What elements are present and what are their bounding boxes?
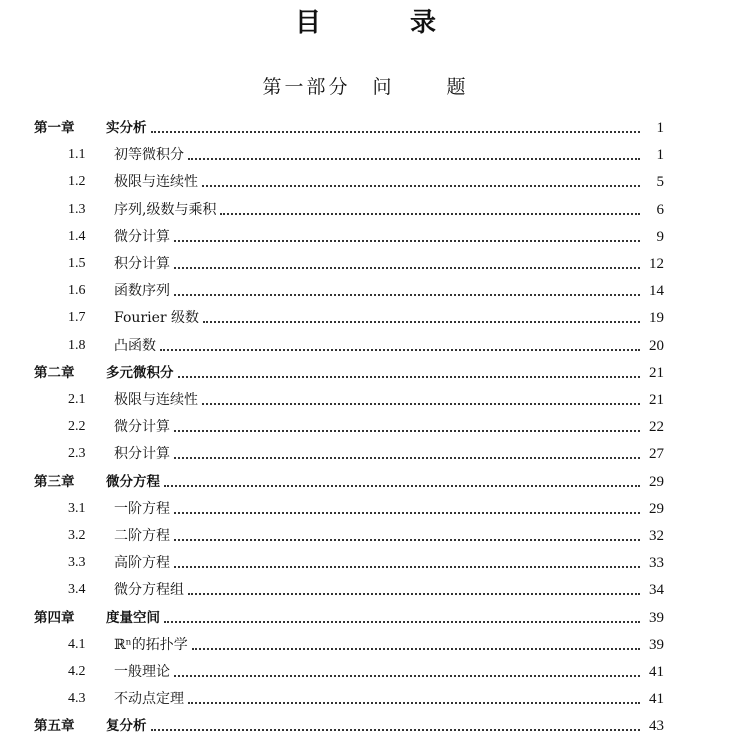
toc-page-number: 41 (649, 664, 664, 680)
toc-number: 4.2 (68, 664, 86, 679)
dot-leader (174, 565, 640, 568)
dot-leader (164, 620, 640, 623)
dot-leader (202, 402, 640, 405)
toc-number: 3.4 (68, 582, 86, 597)
dot-leader (164, 484, 640, 487)
dot-leader (151, 728, 641, 731)
toc-page-number: 39 (649, 637, 664, 653)
toc-page-number: 6 (656, 202, 664, 218)
toc-label: 微分方程 (106, 474, 160, 490)
toc-number: 第一章 (34, 120, 75, 136)
dot-leader (220, 212, 640, 215)
part-word-2: 题 (446, 76, 469, 98)
toc-label: 积分计算 (114, 256, 170, 272)
toc-page-number: 22 (649, 419, 664, 435)
toc-label: 微分方程组 (114, 582, 184, 598)
toc-page-number: 33 (649, 555, 664, 571)
dot-leader (160, 348, 640, 351)
toc-label: 凸函数 (114, 338, 156, 354)
toc-number: 1.5 (68, 256, 86, 271)
toc-section-row (68, 524, 664, 546)
toc-page-number: 34 (649, 582, 664, 598)
toc-number: 1.7 (68, 310, 86, 325)
toc-section-row (68, 225, 664, 247)
toc-section-row (68, 334, 664, 356)
toc-page-number: 29 (649, 474, 664, 490)
toc-label: 复分析 (106, 718, 147, 734)
toc-chapter-row (34, 116, 664, 138)
toc-label: 度量空间 (106, 610, 160, 626)
toc-section-row (68, 497, 664, 519)
toc-label: 函数序列 (114, 283, 170, 299)
dot-leader (174, 266, 640, 269)
toc-number: 第五章 (34, 718, 75, 734)
toc-page-number: 43 (649, 718, 664, 734)
toc-section-row (68, 306, 664, 328)
dot-leader (202, 184, 640, 187)
toc-section-row (68, 252, 664, 274)
toc-number: 4.1 (68, 637, 86, 652)
toc-page-number: 12 (649, 256, 664, 272)
toc-section-row (68, 415, 664, 437)
toc-section-row (68, 660, 664, 682)
toc-label: 极限与连续性 (114, 392, 198, 408)
toc-number: 3.1 (68, 501, 86, 516)
toc-label: 实分析 (106, 120, 147, 136)
dot-leader (178, 375, 641, 378)
part-word-1: 问 (372, 76, 395, 98)
toc-number: 第三章 (34, 474, 75, 490)
toc-page-number: 1 (656, 147, 664, 163)
toc-number: 2.3 (68, 446, 86, 461)
toc-page-number: 27 (649, 446, 664, 462)
toc-label: 二阶方程 (114, 528, 170, 544)
toc-label: ℝⁿ的拓扑学 (114, 637, 188, 653)
dot-leader (174, 456, 640, 459)
toc-page-number: 21 (649, 392, 664, 408)
toc-number: 2.2 (68, 419, 86, 434)
toc-page-number: 41 (649, 691, 664, 707)
dot-leader (174, 511, 640, 514)
page-title: 目 录 (294, 8, 477, 38)
toc-number: 2.1 (68, 392, 86, 407)
dot-leader (188, 157, 640, 160)
toc-section-row (68, 143, 664, 165)
toc-section-row (68, 551, 664, 573)
toc-label: 微分计算 (114, 419, 170, 435)
toc-number: 第四章 (34, 610, 75, 626)
dot-leader (188, 701, 640, 704)
toc-section-row (68, 388, 664, 410)
toc-number: 1.3 (68, 202, 86, 217)
toc-page-number: 20 (649, 338, 664, 354)
toc-label: 序列,级数与乘积 (114, 202, 217, 218)
toc-label: 积分计算 (114, 446, 170, 462)
toc-label: 不动点定理 (114, 691, 184, 707)
toc-label: 微分计算 (114, 229, 170, 245)
toc-chapter-row (34, 606, 664, 628)
dot-leader (192, 647, 640, 650)
toc-page-number: 39 (649, 610, 664, 626)
toc-chapter-row (34, 361, 664, 383)
toc-label: 初等微积分 (114, 147, 184, 163)
toc-page-number: 1 (656, 120, 664, 136)
toc-section-row (68, 170, 664, 192)
toc-number: 1.6 (68, 283, 86, 298)
toc-page-number: 29 (649, 501, 664, 517)
toc-number: 3.2 (68, 528, 86, 543)
toc-chapter-row (34, 714, 664, 736)
dot-leader (151, 130, 641, 133)
toc-page-number: 14 (649, 283, 664, 299)
dot-leader (174, 674, 640, 677)
toc-section-row (68, 687, 664, 709)
toc-number: 1.2 (68, 174, 86, 189)
toc-label: 多元微积分 (106, 365, 174, 381)
toc-number: 1.4 (68, 229, 86, 244)
toc-section-row (68, 633, 664, 655)
part-heading (0, 72, 731, 99)
toc-label: 极限与连续性 (114, 174, 198, 190)
toc-page-number: 32 (649, 528, 664, 544)
toc-label: 一般理论 (114, 664, 170, 680)
dot-leader (174, 538, 640, 541)
toc-label: 高阶方程 (114, 555, 170, 571)
toc-page-number: 9 (656, 229, 664, 245)
toc-page-number: 21 (649, 365, 664, 381)
toc-section-row (68, 279, 664, 301)
toc-page-number: 5 (656, 174, 664, 190)
toc-page-number: 19 (649, 310, 664, 326)
toc-section-row (68, 198, 664, 220)
toc-section-row (68, 578, 664, 600)
toc-label: Fourier 级数 (114, 310, 199, 326)
toc-number: 1.1 (68, 147, 86, 162)
part-prefix: 第一部分 (262, 76, 351, 98)
toc-section-row (68, 442, 664, 464)
toc-number: 4.3 (68, 691, 86, 706)
dot-leader (174, 293, 640, 296)
dot-leader (188, 592, 640, 595)
dot-leader (174, 429, 640, 432)
toc-number: 3.3 (68, 555, 86, 570)
toc-chapter-row (34, 470, 664, 492)
toc-number: 第二章 (34, 365, 75, 381)
toc-label: 一阶方程 (114, 501, 170, 517)
toc-number: 1.8 (68, 338, 86, 353)
dot-leader (174, 239, 640, 242)
dot-leader (203, 320, 640, 323)
